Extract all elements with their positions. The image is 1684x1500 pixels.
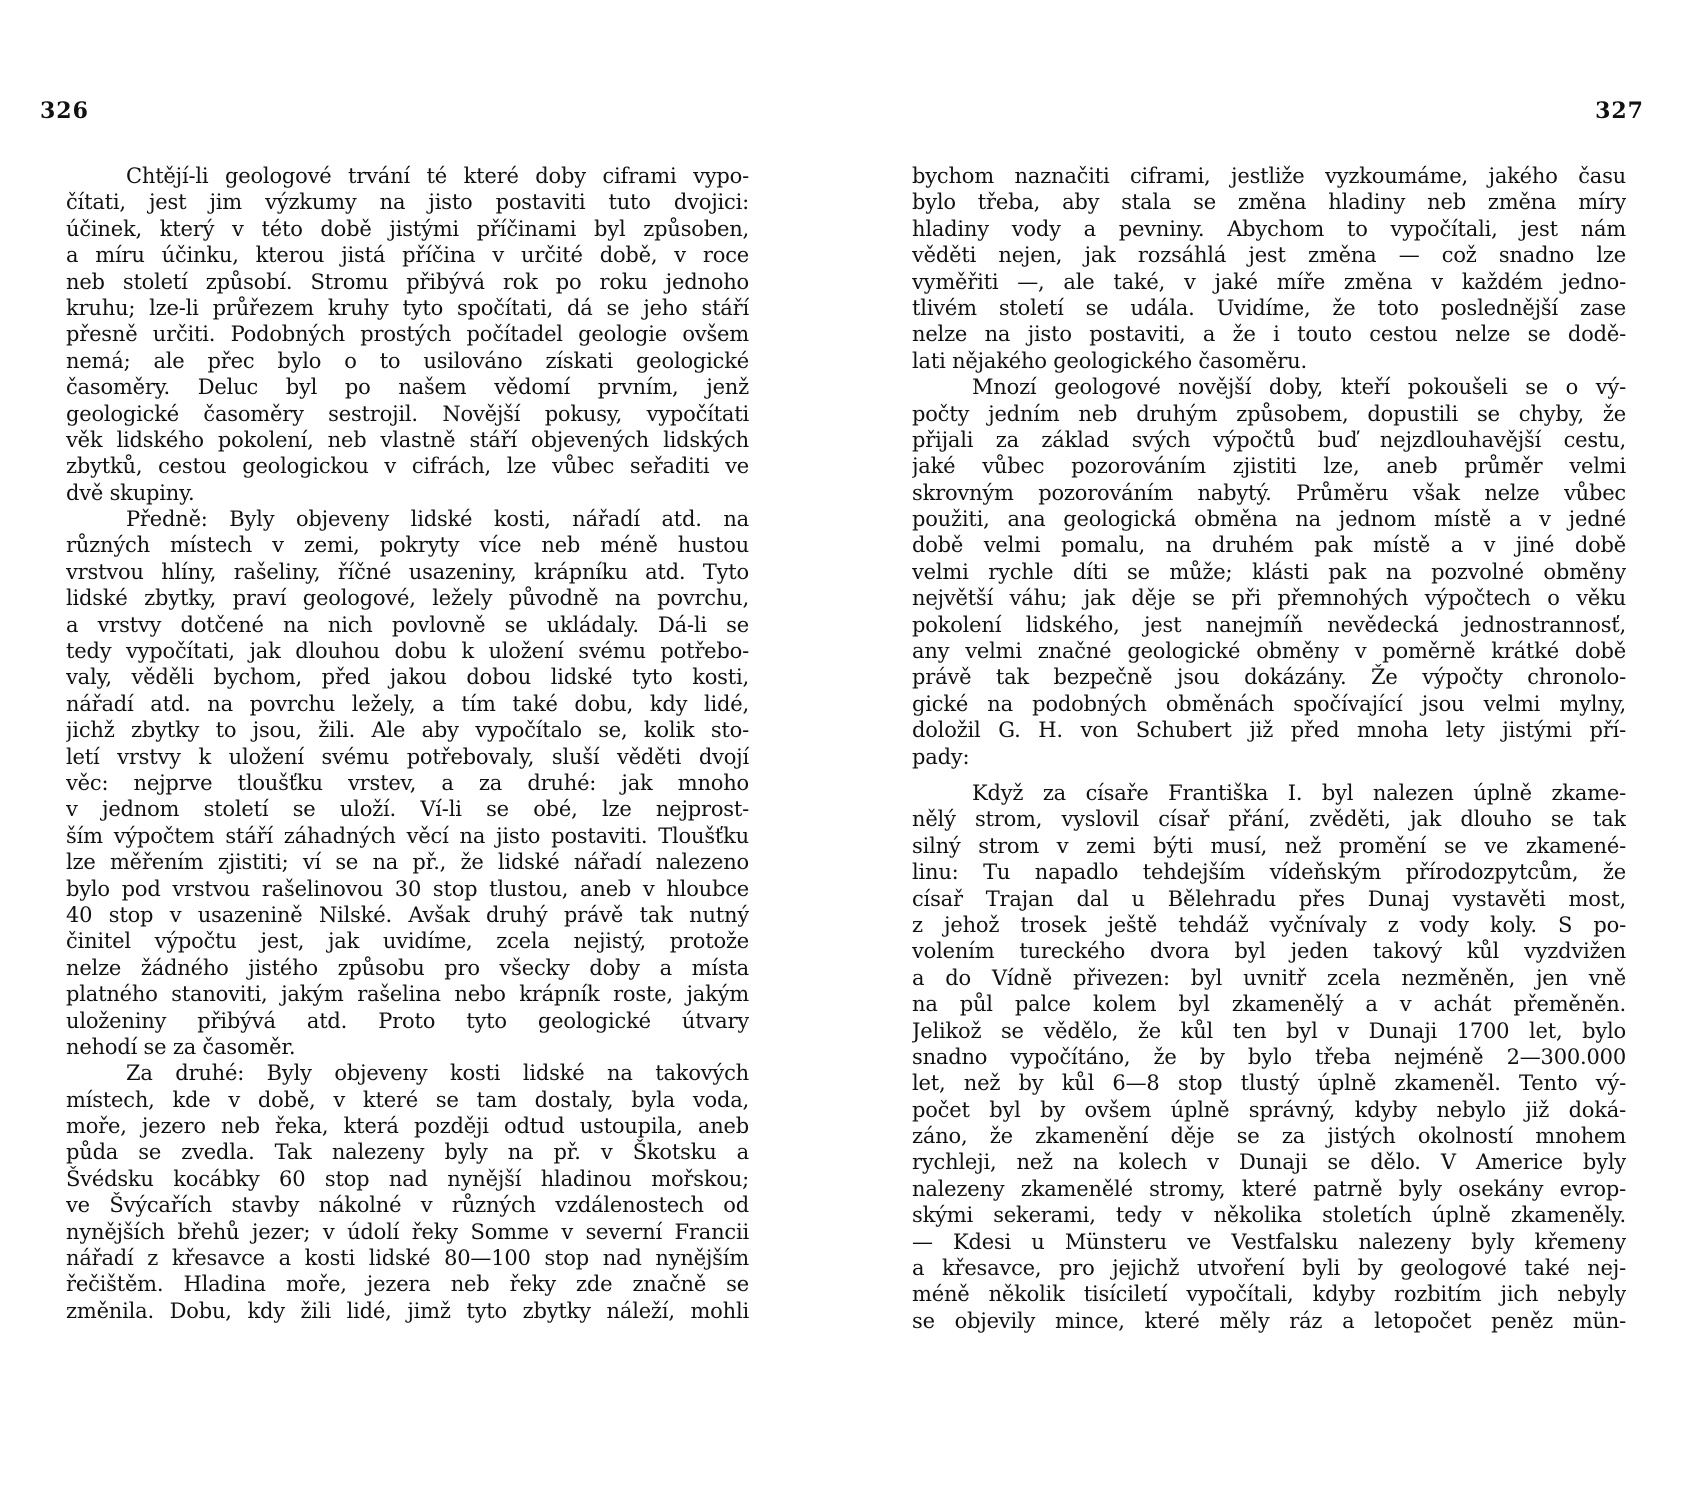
text-line: doložil G. H. von Schubert již před mnoha lety jistými pří- (912, 718, 1626, 743)
paragraph-gap (912, 770, 1626, 780)
text-line: a vrstvy dotčené na nich povlovně se ukládaly. Dá-li se (66, 612, 749, 637)
text-line: nelze žádného jistého způsobu pro všecky doby a místa (66, 955, 749, 980)
text-line: počty jedním neb druhým způsobem, dopustili se chyby, že (912, 401, 1626, 426)
right-page (842, 0, 1684, 1500)
text-line: v jednom století se uloží. Ví-li se obé, lze nejprost- (66, 797, 749, 822)
text-line: — Kdesi u Münsteru ve Vestfalsku nalezeny byly křemeny (912, 1229, 1626, 1254)
text-line: bychom naznačiti ciframi, jestliže vyzkoumáme, jakého času (912, 164, 1626, 188)
text-line: méně několik tisíciletí vypočítali, kdyby rozbitím jich nebyly (912, 1282, 1626, 1307)
text-line: Předně: Byly objeveny lidské kosti, nářadí atd. na (126, 507, 749, 532)
text-line: valy, věděli bychom, před jakou dobou lidské tyto kosti, (66, 665, 749, 690)
text-line: počet byl by ovšem úplně správný, kdyby nebylo již doká- (912, 1097, 1626, 1122)
text-line: lati nějakého geologického časoměru. (912, 348, 1307, 373)
left-page-text (66, 163, 749, 1324)
text-line: hladiny vody a pevniny. Abychom to vypočítali, jest nám (912, 216, 1626, 241)
text-line: z jehož trosek ještě tehdáž vyčnívaly z vody koly. S po- (912, 912, 1626, 937)
text-line: dvě skupiny. (66, 480, 195, 505)
text-line: tedy vypočítati, jak dlouhou dobu k uložení svému potřebo- (66, 639, 749, 664)
text-line: skými sekerami, tedy v několika stoletích úplně zkameněly. (912, 1203, 1626, 1228)
text-line: lidské zbytky, praví geologové, ležely původně na povrchu, (66, 586, 749, 611)
text-line: účinek, který v této době jistými příčinami byl způsoben, (66, 216, 749, 241)
text-line: Mnozí geologové novější doby, kteří pokoušeli se o vý- (972, 375, 1626, 400)
text-line: let, než by kůl 6—8 stop tlustý úplně zkameněl. Tento vý- (912, 1071, 1626, 1096)
text-line: a křesavce, pro jejichž utvoření byli by geologové také nej- (912, 1256, 1626, 1281)
text-line: silný strom v zemi býti musí, než promění se ve zkamené- (912, 833, 1626, 858)
text-line: se objevily mince, které měly ráz a letopočet peněz mün- (912, 1308, 1626, 1333)
text-line: Když za císaře Františka I. byl nalezen úplně zkame- (972, 780, 1626, 805)
text-line: na půl palce kolem byl zkamenělý a v achát přeměněn. (912, 992, 1626, 1017)
text-line: nářadí atd. na povrchu ležely, a tím také dobu, kdy lidé, (66, 691, 749, 716)
text-line: a do Vídně přivezen: byl uvnitř zcela nezměněn, jen vně (912, 965, 1626, 990)
text-line: věc: nejprve tloušťku vrstev, a za druhé: jak mnoho (66, 770, 749, 795)
text-line: tlivém století se udála. Uvidíme, že toto poslednější zase (912, 295, 1626, 320)
text-line: nynějších břehů jezer; v údolí řeky Somme v severní Francii (66, 1219, 749, 1244)
text-line: činitel výpočtu jest, jak uvidíme, zcela nejistý, protože (66, 929, 749, 954)
text-line: ve Švýcařích stavby nákolné v různých vzdálenostech od (66, 1193, 749, 1218)
text-line: právě tak bezpečně jsou dokázány. Že výpočty chronolo- (912, 665, 1626, 690)
text-line: jaké vůbec pozorováním zjistiti lze, aneb průměr velmi (912, 454, 1626, 479)
text-line: věk lidského pokolení, neb vlastně stáří objevených lidských (66, 427, 749, 452)
text-line: neb století způsobí. Stromu přibývá rok po roku jednoho (66, 269, 749, 294)
text-line: věděti nejen, jak rozsáhlá jest změna — což snadno lze (912, 243, 1626, 268)
text-line: záno, že zkamenění děje se za jistých okolností mnohem (912, 1124, 1626, 1149)
text-line: 40 stop v usazenině Nilské. Avšak druhý právě tak nutný (66, 902, 749, 927)
text-line: vrstvou hlíny, rašeliny, říčné usazeniny, krápníku atd. Tyto (66, 559, 749, 584)
text-line: půda se zvedla. Tak nalezeny byly na př. v Škotsku a (66, 1140, 749, 1165)
text-line: přijali za základ svých výpočtů buď nejzdlouhavější cestu, (912, 427, 1626, 452)
text-line: ším výpočtem stáří záhadných věcí na jisto postaviti. Tloušťku (66, 823, 749, 848)
text-line: pokolení lidského, jest nanejmíň nevědecká jednostrannosť, (912, 612, 1626, 637)
text-line: nehodí se za časoměr. (66, 1034, 296, 1059)
text-line: různých místech v zemi, pokryty více neb méně hustou (66, 533, 749, 558)
text-line: řečištěm. Hladina moře, jezera neb řeky zde značně se (66, 1272, 749, 1297)
text-line: Chtějí-li geologové trvání té které doby ciframi vypo- (126, 164, 749, 188)
page-number-left: 326 (40, 98, 89, 124)
text-line: největší váhu; jak děje se při přemnohých výpočtech o věku (912, 586, 1626, 611)
text-line: zbytků, cestou geologickou v cifrách, lze vůbec seřaditi ve (66, 454, 749, 479)
text-line: Švédsku kocábky 60 stop nad nynější hladinou mořskou; (66, 1166, 749, 1191)
text-line: době velmi pomalu, na druhém pak místě a v jiné době (912, 533, 1626, 558)
text-line: časoměry. Deluc byl po našem vědomí prvním, jenž (66, 375, 749, 400)
text-line: změnila. Dobu, kdy žili lidé, jimž tyto zbytky náleží, mohli (66, 1298, 749, 1323)
text-line: any velmi značné geologické obměny v poměrně krátké době (912, 639, 1626, 664)
text-line: kruhu; lze-li průřezem kruhy tyto spočítati, dá se jeho stáří (66, 295, 749, 320)
text-line: snadno vypočítáno, že by bylo třeba nejméně 2—300.000 (912, 1044, 1626, 1069)
text-line: jichž zbytky to jsou, žili. Ale aby vypočítalo se, kolik sto- (66, 718, 749, 743)
text-line: volením tureckého dvora byl jeden takový kůl vyzdvižen (912, 939, 1626, 964)
text-line: nemá; ale přec bylo o to usilováno získati geologické (66, 348, 749, 373)
text-line: Jelikož se vědělo, že kůl ten byl v Dunaji 1700 let, bylo (912, 1018, 1626, 1043)
text-line: Za druhé: Byly objeveny kosti lidské na takových (126, 1061, 749, 1086)
text-line: rychleji, než na kolech v Dunaji se dělo. V Americe byly (912, 1150, 1626, 1175)
text-line: nělý strom, vyslovil císař přání, zvěděti, jak dlouho se tak (912, 807, 1626, 832)
text-line: bylo pod vrstvou rašelinovou 30 stop tlustou, aneb v hloubce (66, 876, 749, 901)
text-line: velmi rychle díti se může; klásti pak na pozvolné obměny (912, 559, 1626, 584)
text-line: skrovným pozorováním nabytý. Průměru však nelze vůbec (912, 480, 1626, 505)
text-line: vyměřiti —, ale také, v jaké míře změna v každém jedno- (912, 269, 1626, 294)
right-page-text (912, 163, 1626, 1334)
text-line: letí vrstvy k uložení svému potřebovaly, sluší věděti dvojí (66, 744, 749, 769)
text-line: místech, kde v době, v které se tam dostaly, byla voda, (66, 1087, 749, 1112)
text-line: bylo třeba, aby stala se změna hladiny neb změna míry (912, 190, 1626, 215)
text-line: pady: (912, 744, 970, 769)
text-line: přesně určiti. Podobných prostých počítadel geologie ovšem (66, 322, 749, 347)
page-number-right: 327 (1595, 98, 1644, 124)
text-line: nářadí z křesavce a kosti lidské 80—100 stop nad nynějším (66, 1246, 749, 1271)
text-line: lze měřením zjistiti; ví se na př., že lidské nářadí nalezeno (66, 850, 749, 875)
text-line: moře, jezero neb řeka, která později odtud ustoupila, aneb (66, 1114, 749, 1139)
text-line: nalezeny zkamenělé stromy, které patrně byly osekány evrop- (912, 1176, 1626, 1201)
text-line: platného stanoviti, jakým rašelina nebo krápník roste, jakým (66, 982, 749, 1007)
text-line: použiti, ana geologická obměna na jednom místě a v jedné (912, 507, 1626, 532)
text-line: gické na podobných obměnách spočívající jsou velmi mylny, (912, 691, 1626, 716)
text-line: geologické časoměry sestrojil. Novější pokusy, vypočítati (66, 401, 749, 426)
text-line: císař Trajan dal u Bělehradu přes Dunaj vystavěti most, (912, 886, 1626, 911)
text-line: linu: Tu napadlo tehdejším vídeňským přírodozpytcům, že (912, 860, 1626, 885)
text-line: nelze na jisto postaviti, a že i touto cestou nelze se dodě- (912, 322, 1626, 347)
text-line: a míru účinku, kterou jistá příčina v určité době, v roce (66, 243, 749, 268)
text-line: uloženiny přibývá atd. Proto tyto geologické útvary (66, 1008, 749, 1033)
text-line: čítati, jest jim výzkumy na jisto postaviti tuto dvojici: (66, 190, 749, 215)
